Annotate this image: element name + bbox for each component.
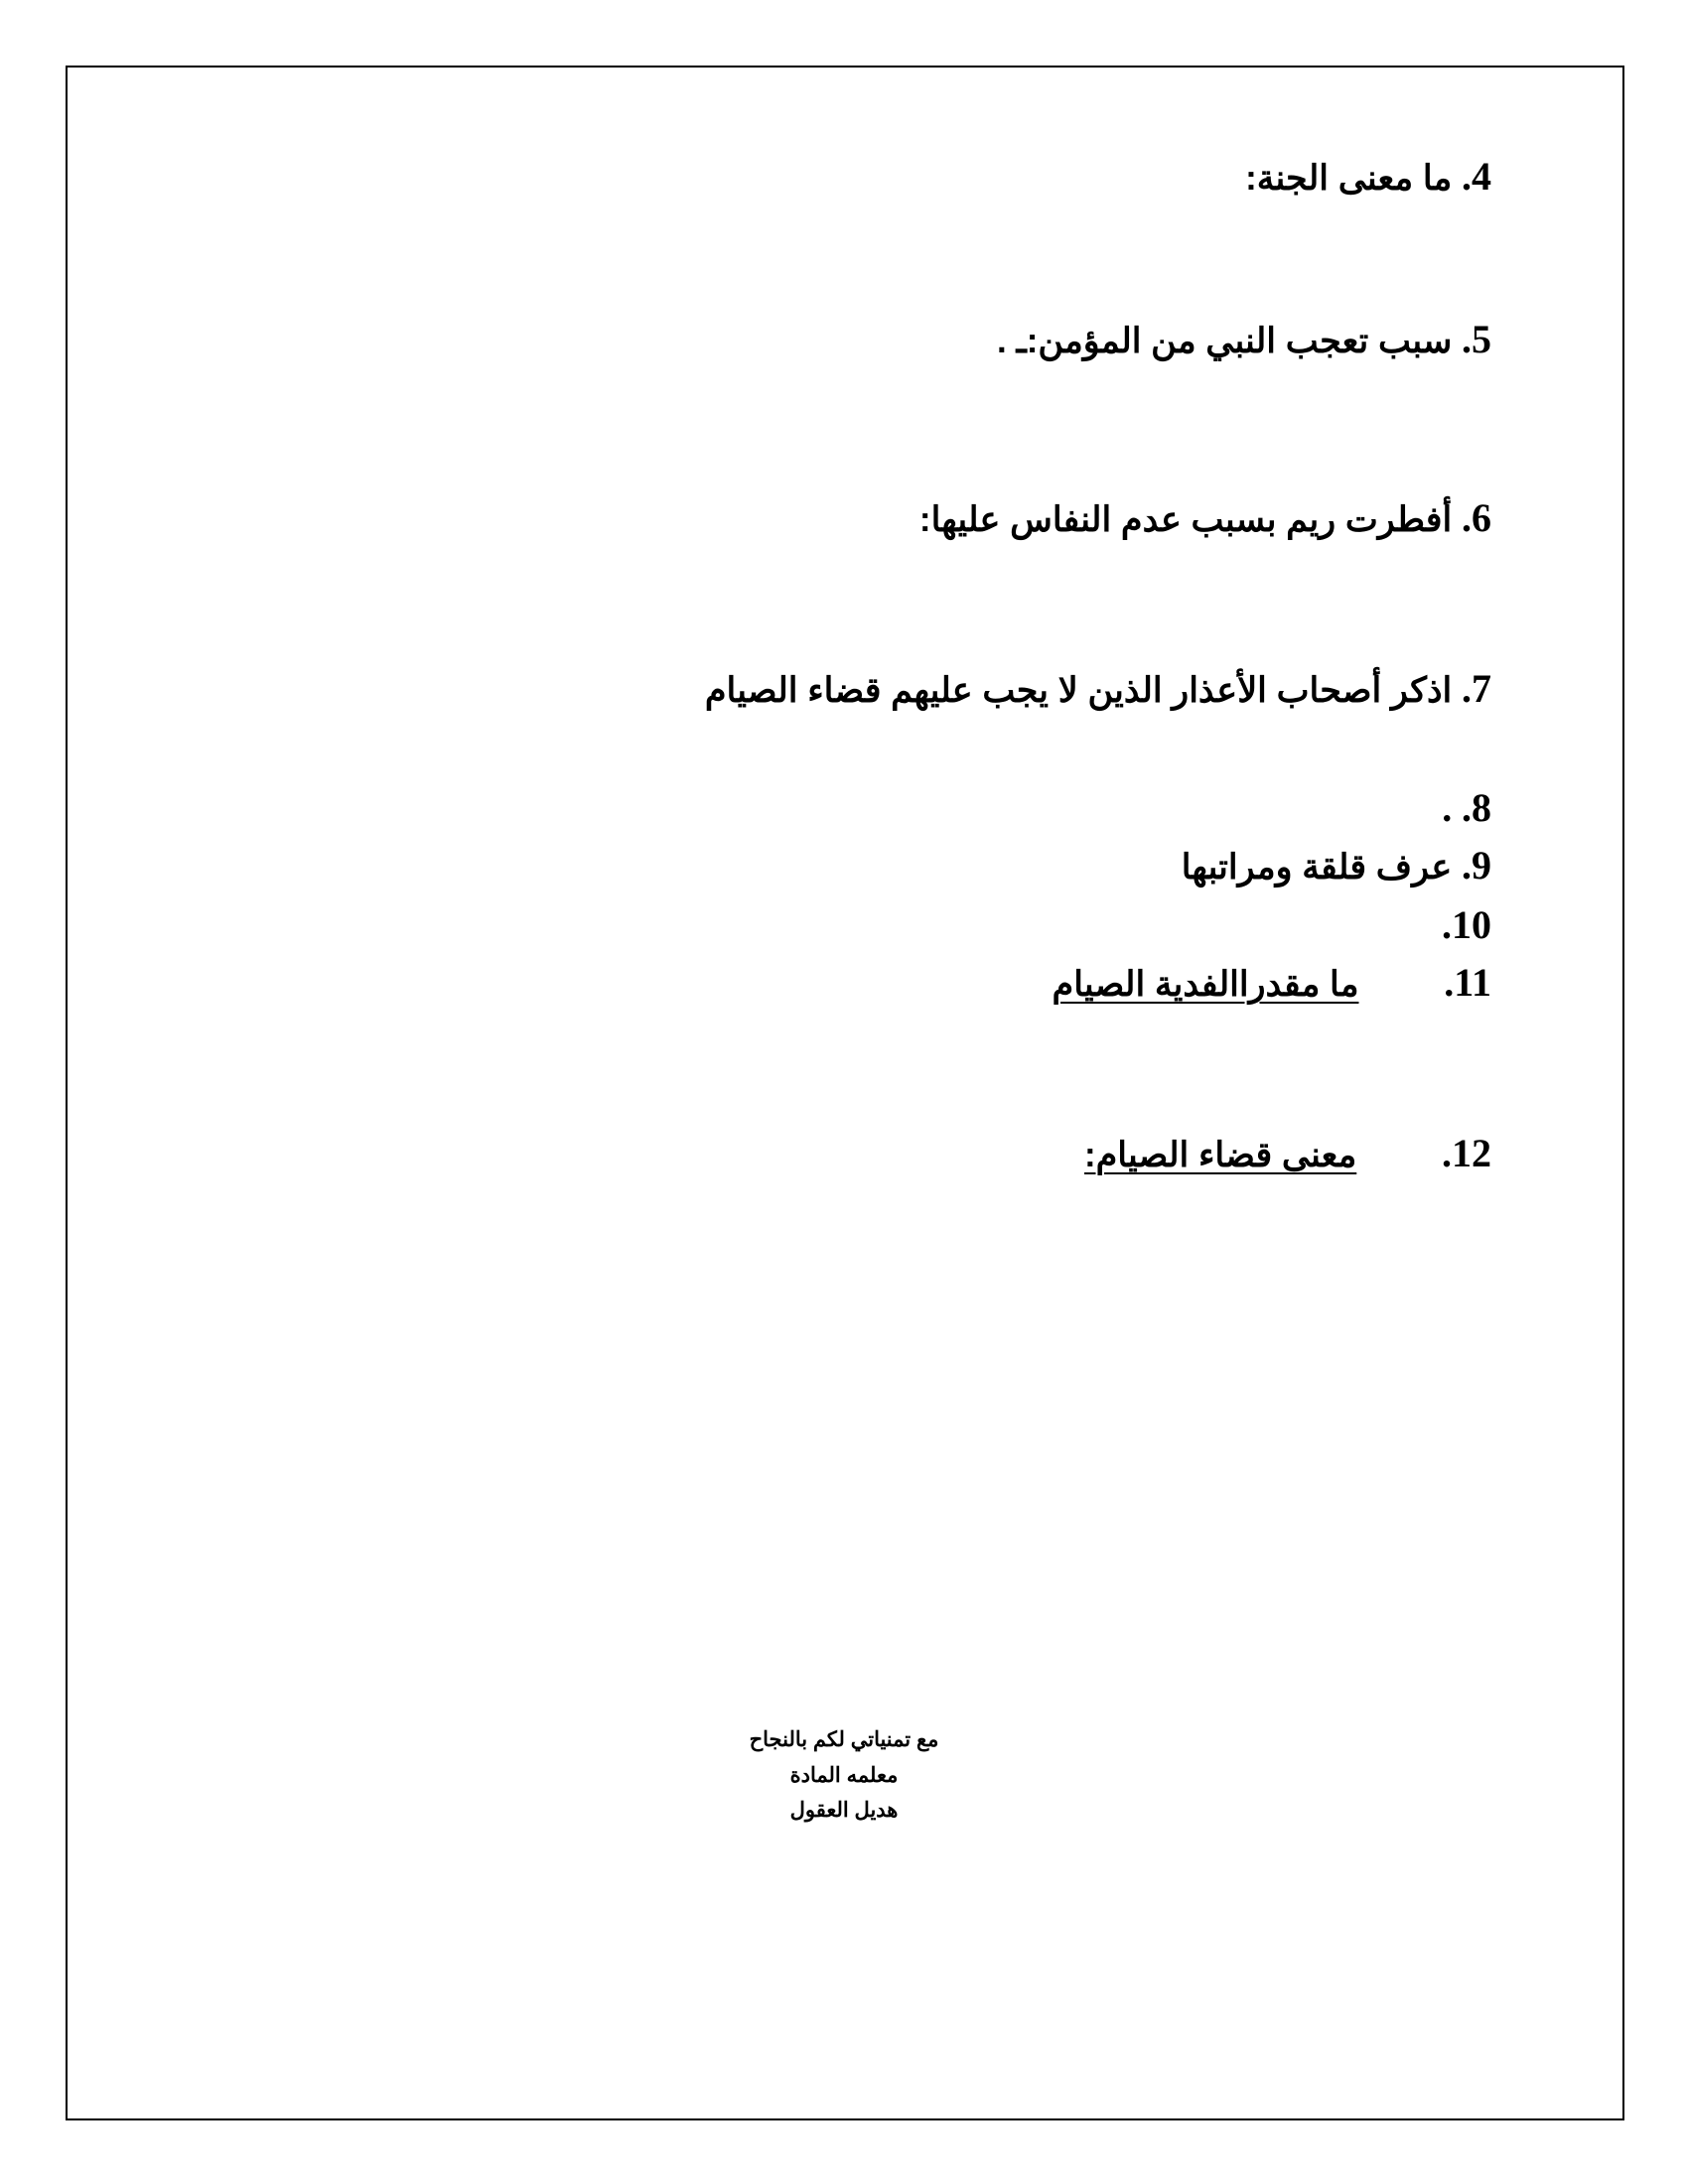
question-text: اذكر أصحاب الأعذار الذين لا يجب عليهم قضاء الصيام: [704, 671, 1453, 710]
question-6: [918, 495, 1491, 540]
question-10: [1442, 902, 1491, 947]
question-11: [1052, 960, 1491, 1005]
question-number: 9.: [1462, 843, 1491, 887]
question-9: [1181, 843, 1491, 887]
question-number: 8.: [1462, 785, 1491, 830]
question-text: ما مقدراالفدية الصيام: [1052, 965, 1359, 1004]
signature-role: معلمه المادة: [789, 1764, 899, 1787]
question-number: 7.: [1462, 666, 1491, 711]
question-number: 5.: [1462, 317, 1491, 361]
question-text: أفطرت ريم بسبب عدم النفاس عليها:: [918, 500, 1453, 539]
signature-wishes: مع تمنياتي لكم بالنجاح: [749, 1728, 939, 1751]
question-text: ما معنى الجنة:: [1245, 159, 1453, 198]
question-text: معنى قضاء الصيام:: [1083, 1136, 1357, 1174]
question-12: [1083, 1131, 1491, 1175]
signature-name: هديل العقول: [789, 1799, 899, 1822]
question-number: 4.: [1462, 154, 1491, 199]
question-number: 12.: [1442, 1131, 1491, 1175]
question-text: .: [1442, 785, 1453, 830]
question-number: 6.: [1462, 495, 1491, 540]
question-number: 11.: [1444, 960, 1491, 1005]
question-number: 10.: [1442, 902, 1491, 947]
question-text: عرف قلقة ومراتبها: [1181, 848, 1453, 887]
question-4: [1245, 154, 1491, 199]
question-5: [997, 317, 1491, 361]
question-7: [704, 666, 1491, 711]
question-text: سبب تعجب النبي من المؤمن:ـ .: [997, 322, 1453, 360]
question-8: [1442, 785, 1491, 830]
